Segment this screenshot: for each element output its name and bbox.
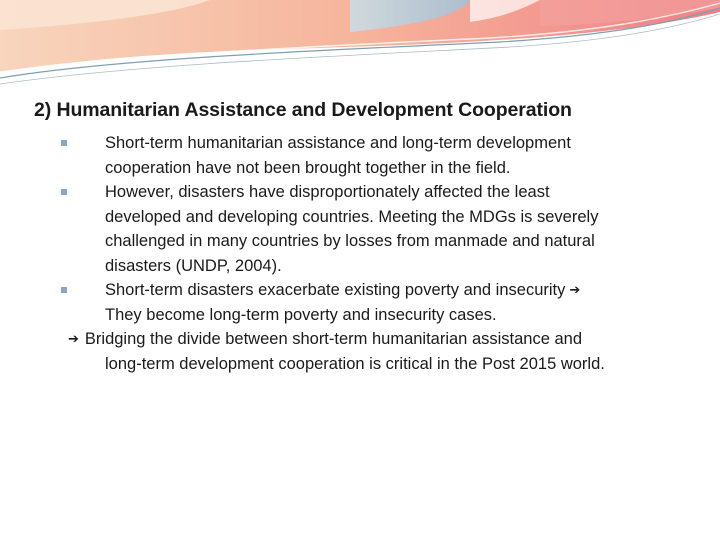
bullet-item (0, 180, 720, 278)
bullet-text-line (0, 278, 720, 303)
bullet-text-line: developed and developing countries. Meeting the MDGs is severely (105, 207, 599, 226)
slide-body (0, 131, 720, 376)
decorative-banner (0, 0, 720, 95)
conclusion-text-line (0, 327, 720, 352)
bullet-item (0, 131, 720, 180)
conclusion-item (0, 327, 720, 376)
slide-title: 2) Humanitarian Assistance and Development Cooperation (34, 99, 572, 121)
square-bullet-icon (61, 189, 67, 195)
conclusion-text: Bridging the divide between short-term humanitarian assistance and (84, 330, 583, 348)
square-bullet-icon (61, 287, 67, 293)
bullet-text-line: They become long-term poverty and insecurity cases. (105, 305, 497, 324)
bullet-text-line: challenged in many countries by losses from manmade and natural (105, 232, 595, 250)
bullet-text-line: However, disasters have disproportionately affected the least (105, 183, 550, 201)
bullet-text-line: Short-term humanitarian assistance and long-term development (105, 134, 571, 152)
conclusion-text-line: long-term development cooperation is critical in the Post 2015 world. (105, 354, 605, 373)
bullet-text-line: disasters (UNDP, 2004). (105, 256, 282, 275)
bullet-text: Short-term disasters exacerbate existing poverty and insecurity (105, 281, 566, 299)
right-arrow-icon: ➔ (68, 331, 79, 346)
bullet-text-line: cooperation have not been brought together in the field. (105, 158, 511, 177)
right-arrow-icon: ➔ (569, 282, 581, 297)
bullet-item (0, 278, 720, 327)
square-bullet-icon (61, 140, 67, 146)
